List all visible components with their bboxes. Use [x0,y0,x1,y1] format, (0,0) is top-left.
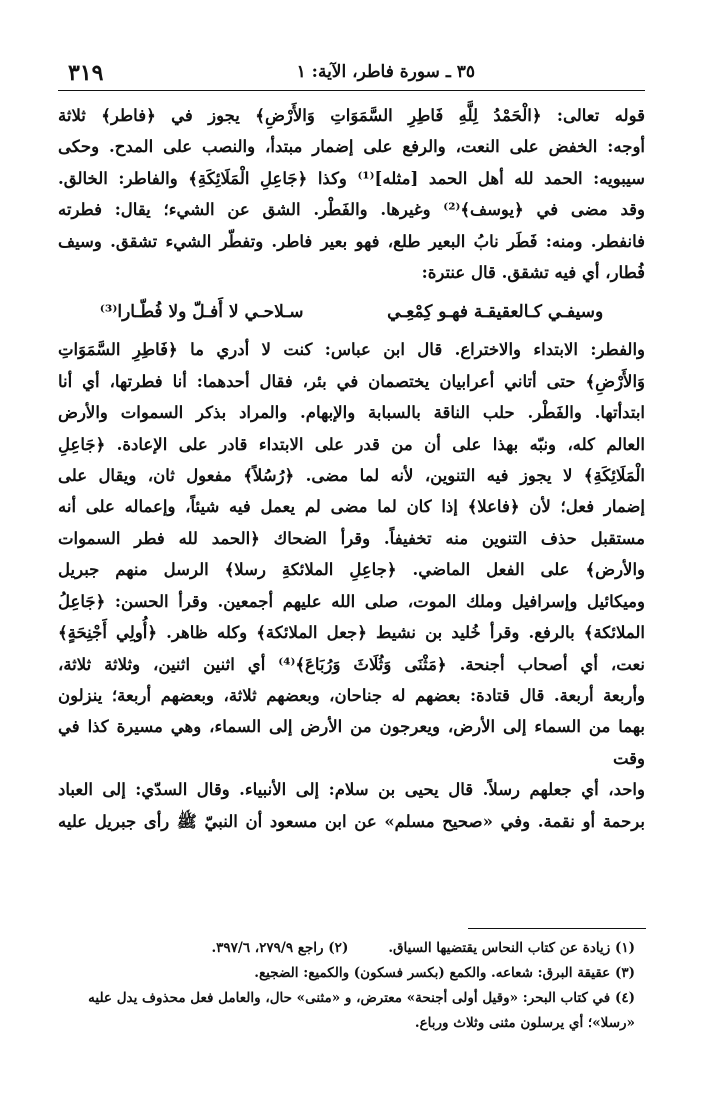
footnote-3: (٣) عقيقة البرق: شعاعه. والكمع (بكسر فسكون) والكميع: الضجيع. [254,965,635,981]
text-line: ابتدأتها. والفَطْر. حلب الناقة بالسبابة والإبهام. والمراد بذكر السموات والأرض [58,403,645,423]
text-line: مستقبل حذف التنوين منه تخفيفاً. وقرأ الضحاك ﴿الحمد لله فطر السموات [58,528,645,548]
poem-hemistich-second: سـلاحـي لا أَفـلّ ولا فُطّـارا⁽³⁾ [99,302,304,323]
footnotes [58,936,635,1036]
text-line: إضمار فعل؛ لأن ﴿فاعلا﴾ إذا كان لما مضى لم يعمل فيه شيئاً، وإعماله على أنه [58,497,645,517]
text-line: نعت، أي أصحاب أجنحة. ﴿مَثْنَى وَثُلَاثَ وَرُبَاعَ﴾⁽⁴⁾ أي اثنين اثنين، وثلاثة ثلاثة، [58,654,645,674]
running-head: ٣٥ ـ سورة فاطر، الآية: ١ [296,62,475,82]
text-line: فانفطر. ومنه: فَطَر نابُ البعير طلع، فهو بعير فاطر. وتفطّر الشيء تشقق. وسيف [58,231,645,251]
footnote-2: (٢) راجع ٢٧٩/٩، ٣٩٧/٦. [211,940,349,956]
poem-hemistich-first: وسيفـي كـالعقيقـة فهـو كِمْعِـي [387,302,604,323]
text-line: أوجه: الخفض على النعت، والرفع على إضمار مبتدأ، والنصب على المدح. وحكى [58,137,645,157]
text-line: بهما من السماء إلى الأرض، ويعرجون من الأرض إلى السماء، وهي مسيرة كذا في وقت [58,717,645,768]
text-line: سيبويه: الحمد لله أهل الحمد [مثله]⁽¹⁾ وكذا ﴿جَاعِلِ الْمَلَائِكَةِ﴾ والفاطر: الخالق. [58,168,645,188]
footnote-divider [468,928,646,929]
text-line: والفطر: الابتداء والاختراع. قال ابن عباس: كنت لا أدري ما ﴿فَاطِرِ السَّمَوَاتِ [58,340,645,360]
text-line: واحد، أي جعلهم رسلاً. قال يحيى بن سلام: إلى الأنبياء. وقال السدّي: إلى العباد [58,780,645,800]
text-line: الْمَلَائِكَةِ﴾ لا يجوز فيه التنوين، لأنه لما مضى. ﴿رُسُلاً﴾ مفعول ثان، ويقال على [58,466,645,486]
text-line: وميكائيل وإسرافيل وملك الموت، صلى الله عليهم أجمعين. وقرأ الحسن: ﴿جَاعِلُ [58,591,645,611]
text-line: فُطار، أي فيه تشقق. قال عنترة: [421,263,645,283]
footnote-4: (٤) في كتاب البحر: «وقيل أولى أجنحة» معترض، و «مثنى» حال، والعامل فعل محذوف يدل عليه [88,990,635,1006]
text-line: الملائكة﴾ بالرفع. وقرأ خُليد بن نشيط ﴿جعل الملائكة﴾ وكله ظاهر. ﴿أُولِي أَجْنِحَةٍ﴾ [58,623,645,643]
text-line: وَالأَرْضِ﴾ حتى أتاني أعرابيان يختصمان في بئر، فقال أحدهما: أنا فطرتها، أي أنا [58,371,645,391]
text-line: العالم كله، ونبّه بهذا على أن من قدر على الابتداء قادر على الإعادة. ﴿جَاعِلِ [58,434,645,454]
footnote-4-continued: «رسلا»؛ أي يرسلون مثنى وثلاث ورباع. [414,1015,635,1031]
page-header [58,60,645,91]
text-line: قوله تعالى: ﴿الْحَمْدُ لِلَّهِ فَاطِرِ السَّمَوَاتِ وَالأَرْضِ﴾ يجوز في ﴿فاطر﴾ ثلاثة [58,106,645,125]
text-line: والأرض﴾ على الفعل الماضي. ﴿جاعِلِ الملائكةِ رسلا﴾ الرسل منهم جبريل [58,560,645,580]
poem-verse [58,294,645,330]
text-line: وأربعة أربعة. قال قتادة: بعضهم له جناحان، وبعضهم ثلاثة، وبعضهم أربعة؛ ينزلون [58,685,645,705]
footnote-1: (١) زيادة عن كتاب النحاس يقتضيها السياق. [388,940,635,956]
main-text [58,100,645,837]
page-number: ٣١٩ [68,60,104,86]
footnote-row [58,936,635,961]
text-line: برحمة أو نقمة. وفي «صحيح مسلم» عن ابن مسعود أن النبيّ ﷺ رأى جبريل عليه [58,811,645,831]
text-line: وقد مضى في ﴿يوسف﴾⁽²⁾ وغيرها. والفَطْر. الشق عن الشيء؛ يقال: فطرته [58,200,646,220]
